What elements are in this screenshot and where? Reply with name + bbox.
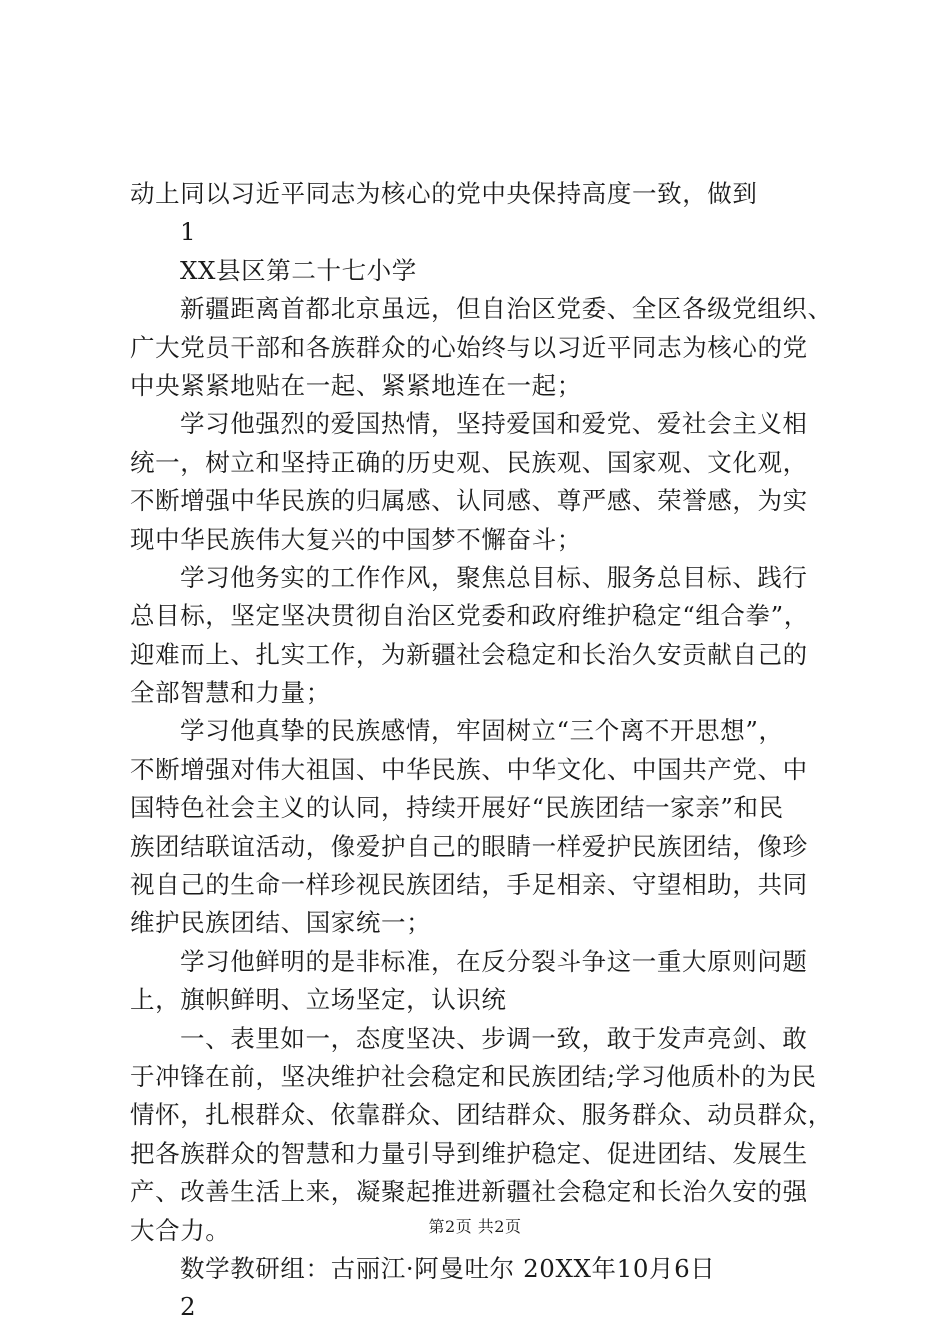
text-line: 把各族群众的智慧和力量引导到维护稳定、促进团结、发展生 xyxy=(130,1138,808,1168)
school-name: XX县区第二十七小学 xyxy=(180,255,417,285)
signature-line: 数学教研组：古丽江·阿曼吐尔 20XX年10月6日 xyxy=(180,1253,716,1283)
text-line: 广大党员干部和各族群众的心始终与以习近平同志为核心的党 xyxy=(130,332,808,362)
text-line: 动上同以习近平同志为核心的党中央保持高度一致，做到 xyxy=(130,179,758,208)
text-line: 大合力。 xyxy=(130,1215,231,1245)
text-line: 一、表里如一，态度坚决、步调一致，敢于发声亮剑、敢 xyxy=(180,1023,808,1053)
document-body xyxy=(130,175,842,1327)
text-line: 新疆距离首都北京虽远，但自治区党委、全区各级党组织、 xyxy=(180,294,833,324)
text-line: 学习他鲜明的是非标准，在反分裂斗争这一重大原则问题 xyxy=(180,946,808,976)
page-number-marker: 2 xyxy=(180,1292,197,1322)
text-line: 统一，树立和坚持正确的历史观、民族观、国家观、文化观， xyxy=(130,447,808,477)
page-footer: 第2页 共2页 xyxy=(428,1217,522,1236)
text-line: 维护民族团结、国家统一； xyxy=(130,908,432,938)
text-line: 情怀，扎根群众、依靠群众、团结群众、服务群众、动员群众， xyxy=(130,1100,833,1130)
text-line: 产、改善生活上来，凝聚起推进新疆社会稳定和长治久安的强 xyxy=(130,1177,808,1207)
text-line: 视自己的生命一样珍视民族团结，手足相亲、守望相助，共同 xyxy=(130,870,808,900)
text-line: 迎难而上、扎实工作，为新疆社会稳定和长治久安贡献自己的 xyxy=(130,639,808,669)
text-line: 学习他务实的工作作风，聚焦总目标、服务总目标、践行 xyxy=(180,562,808,592)
text-line: 学习他真挚的民族感情，牢固树立“三个离不开思想”， xyxy=(180,716,784,746)
text-line: 国特色社会主义的认同，持续开展好“民族团结一家亲”和民 xyxy=(130,793,784,823)
text-line: 学习他强烈的爱国热情，坚持爱国和爱党、爱社会主义相 xyxy=(180,409,808,439)
text-line: 不断增强对伟大祖国、中华民族、中华文化、中国共产党、中 xyxy=(130,754,808,784)
text-line: 族团结联谊活动，像爱护自己的眼睛一样爱护民族团结，像珍 xyxy=(130,831,808,861)
text-line: 现中华民族伟大复兴的中国梦不懈奋斗； xyxy=(130,524,582,554)
text-line: 不断增强中华民族的归属感、认同感、尊严感、荣誉感，为实 xyxy=(130,486,808,516)
text-line: 总目标，坚定坚决贯彻自治区党委和政府维护稳定“组合拳”， xyxy=(130,601,809,631)
text-line: 全部智慧和力量； xyxy=(130,678,331,708)
text-line: 上，旗帜鲜明、立场坚定，认识统 xyxy=(130,985,507,1015)
text-line: 中央紧紧地贴在一起、紧紧地连在一起； xyxy=(130,370,582,400)
text-line: 于冲锋在前，坚决维护社会稳定和民族团结;学习他质朴的为民 xyxy=(130,1061,817,1091)
page-number-marker: 1 xyxy=(180,217,197,247)
